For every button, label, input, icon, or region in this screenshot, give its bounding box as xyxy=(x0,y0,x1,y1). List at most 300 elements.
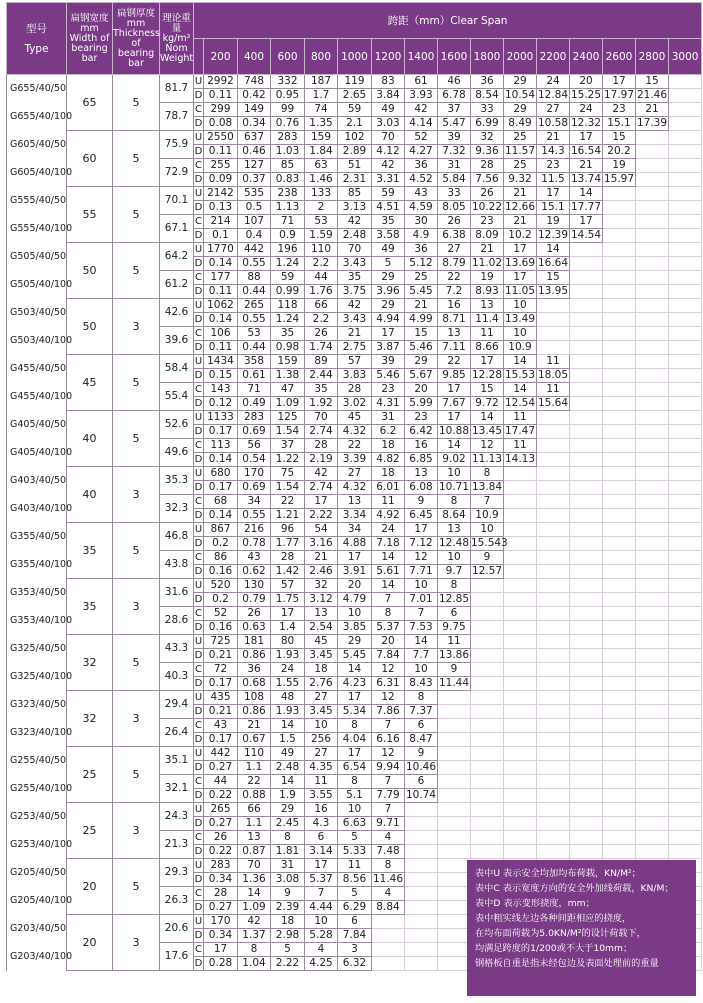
value-cell: 10.9 xyxy=(504,341,537,355)
empty-cell xyxy=(636,131,669,145)
value-cell: 14 xyxy=(271,775,305,789)
empty-cell xyxy=(669,649,702,663)
model-cell: G323/40/100 xyxy=(7,719,67,747)
value-cell: 11.02 xyxy=(471,257,503,269)
value-cell: 3.43 xyxy=(338,257,372,271)
empty-cell xyxy=(669,691,702,705)
model-cell: G455/40/50 xyxy=(7,355,67,383)
width-cell: 50 xyxy=(67,299,113,355)
empty-cell xyxy=(669,579,702,593)
load-type-cell: D xyxy=(194,174,203,185)
empty-cell xyxy=(471,621,504,635)
empty-cell xyxy=(504,635,537,649)
empty-cell xyxy=(669,327,702,341)
value-cell: 17 xyxy=(204,943,238,957)
empty-cell xyxy=(537,845,570,859)
value-cell: 12.66 xyxy=(504,201,536,213)
value-cell: 10.71 xyxy=(438,481,470,493)
value-cell: 6.99 xyxy=(471,117,504,131)
value-cell: 1.75 xyxy=(271,593,305,607)
value-cell: 2.39 xyxy=(271,901,305,915)
empty-cell xyxy=(504,509,537,523)
value-cell: 12.57 xyxy=(471,565,503,577)
value-cell: 10 xyxy=(438,467,471,481)
value-cell: 119 xyxy=(338,75,372,89)
empty-cell xyxy=(636,803,669,817)
empty-cell xyxy=(669,75,702,89)
value-cell: 748 xyxy=(238,75,271,89)
empty-cell xyxy=(570,495,603,509)
value-cell: 0.2 xyxy=(204,593,238,607)
value-cell: 9.71 xyxy=(372,817,405,831)
empty-cell xyxy=(372,957,405,971)
empty-cell xyxy=(669,187,702,201)
value-cell: 1.81 xyxy=(271,845,305,859)
value-cell: 6.38 xyxy=(438,229,471,243)
load-type-cell: D xyxy=(194,538,203,549)
empty-cell xyxy=(537,425,570,439)
value-cell: 0.27 xyxy=(204,761,238,775)
value-cell: 24 xyxy=(537,75,570,89)
load-type-cell: D xyxy=(194,370,203,381)
empty-cell xyxy=(570,663,603,677)
value-cell: 170 xyxy=(204,915,238,929)
value-cell: 39 xyxy=(438,131,471,145)
model-cell: G405/40/100 xyxy=(7,439,67,467)
value-cell: 1.21 xyxy=(271,509,305,523)
value-cell: 45 xyxy=(305,635,338,649)
value-cell: 1.09 xyxy=(238,901,271,915)
table-row xyxy=(7,579,702,593)
value-cell: 0.55 xyxy=(238,313,271,327)
value-cell: 6.31 xyxy=(372,677,405,691)
value-cell: 14 xyxy=(471,411,504,425)
model-cell: G353/40/100 xyxy=(7,607,67,635)
header-span-2400: 2400 xyxy=(570,39,603,75)
load-type-cell: U xyxy=(194,748,203,759)
value-cell: 2.89 xyxy=(338,145,372,159)
value-cell: 283 xyxy=(238,411,271,425)
value-cell: 265 xyxy=(204,803,238,817)
weight-cell: 42.6 xyxy=(160,299,194,327)
value-cell: 13.69 xyxy=(504,257,536,269)
empty-cell xyxy=(438,817,471,831)
value-cell: 7.11 xyxy=(438,341,471,355)
value-cell: 63 xyxy=(305,159,338,173)
load-type-cell: D xyxy=(194,202,203,213)
header-span-2800: 2800 xyxy=(636,39,669,75)
value-cell: 7.84 xyxy=(338,929,372,943)
value-cell: 1.22 xyxy=(271,453,305,467)
empty-cell xyxy=(636,173,669,187)
load-type-cell: U xyxy=(194,692,203,703)
empty-cell xyxy=(603,187,636,201)
empty-cell xyxy=(537,551,570,565)
value-cell: 0.99 xyxy=(271,285,305,299)
header-thickness-en: Thickness of bearing bar xyxy=(113,27,160,69)
load-type-cell: U xyxy=(194,300,203,311)
value-cell: 1.7 xyxy=(305,89,338,103)
value-cell: 0.13 xyxy=(204,201,238,215)
value-cell: 7.86 xyxy=(372,705,405,719)
value-cell: 16 xyxy=(305,803,338,817)
value-cell: 12.28 xyxy=(471,369,503,381)
value-cell: 74 xyxy=(305,103,338,117)
value-cell: 49 xyxy=(271,747,305,761)
value-cell: 26 xyxy=(471,187,504,201)
value-cell: 12 xyxy=(372,691,405,705)
value-cell: 44 xyxy=(305,271,338,285)
value-cell: 14 xyxy=(372,551,405,565)
weight-cell: 32.1 xyxy=(160,775,194,803)
value-cell: 11 xyxy=(471,327,504,341)
empty-cell xyxy=(603,719,636,733)
empty-cell xyxy=(603,803,636,817)
value-cell: 23 xyxy=(603,103,636,117)
width-cell: 55 xyxy=(67,187,113,243)
weight-cell: 75.9 xyxy=(160,131,194,159)
value-cell: 28 xyxy=(305,439,338,453)
table-row xyxy=(7,299,702,313)
table-row xyxy=(7,411,702,425)
value-cell: 11.13 xyxy=(471,453,503,465)
load-type-cell: U xyxy=(194,188,203,199)
empty-cell xyxy=(471,803,504,817)
empty-cell xyxy=(504,831,537,845)
value-cell: 6.29 xyxy=(338,901,372,915)
value-cell: 10 xyxy=(471,523,504,537)
weight-cell: 43.3 xyxy=(160,635,194,663)
value-cell: 53 xyxy=(305,215,338,229)
empty-cell xyxy=(570,677,603,691)
value-cell: 14.54 xyxy=(570,229,602,241)
value-cell: 14 xyxy=(537,243,570,257)
value-cell: 1.35 xyxy=(305,117,338,131)
value-cell: 0.46 xyxy=(238,145,271,159)
value-cell: 10 xyxy=(504,327,537,341)
empty-cell xyxy=(504,649,537,663)
value-cell: 9 xyxy=(471,551,504,565)
value-cell: 7.79 xyxy=(372,789,405,803)
empty-cell xyxy=(669,173,702,187)
empty-cell xyxy=(669,677,702,691)
empty-cell xyxy=(471,845,504,859)
empty-cell xyxy=(504,719,537,733)
note-line: 表中C 表示宽度方向的安全外加线荷载，KN/M； xyxy=(475,883,674,894)
value-cell: 3.87 xyxy=(372,341,405,355)
value-cell: 7 xyxy=(372,593,405,607)
value-cell: 11 xyxy=(438,635,471,649)
value-cell: 17 xyxy=(338,691,372,705)
empty-cell xyxy=(636,621,669,635)
empty-cell xyxy=(636,495,669,509)
table-row xyxy=(7,355,702,369)
empty-cell xyxy=(669,509,702,523)
value-cell: 12 xyxy=(405,551,438,565)
value-cell: 5.46 xyxy=(372,369,405,383)
value-cell: 2.46 xyxy=(305,565,338,579)
header-model-en: Type xyxy=(24,42,49,55)
value-cell: 5 xyxy=(338,887,372,901)
header-span-800: 800 xyxy=(305,39,338,75)
thickness-cell: 3 xyxy=(113,579,160,635)
note-line: 表中U 表示安全均加均布荷载，KN/M²； xyxy=(475,868,641,879)
empty-cell xyxy=(570,537,603,551)
value-cell: 5.67 xyxy=(405,369,438,383)
header-weight-cn: 理论重量 xyxy=(162,12,191,34)
value-cell: 7.7 xyxy=(405,649,438,663)
value-cell: 2.44 xyxy=(305,369,338,383)
value-cell: 12.48 xyxy=(438,537,470,549)
empty-cell xyxy=(570,369,603,383)
value-cell: 159 xyxy=(271,355,305,369)
value-cell: 6.85 xyxy=(405,453,438,467)
value-cell: 22 xyxy=(438,355,471,369)
empty-cell xyxy=(570,691,603,705)
empty-cell xyxy=(570,341,603,355)
empty-cell xyxy=(636,789,669,803)
value-cell: 4.79 xyxy=(338,593,372,607)
load-type-cell: D xyxy=(194,314,203,325)
load-type-cell: C xyxy=(195,160,202,171)
model-cell: G505/40/100 xyxy=(7,271,67,299)
empty-cell xyxy=(537,705,570,719)
value-cell: 8 xyxy=(338,719,372,733)
header-model-cn: 型号 xyxy=(26,22,47,35)
empty-cell xyxy=(405,957,438,971)
value-cell: 26 xyxy=(238,607,271,621)
empty-cell xyxy=(537,747,570,761)
weight-cell: 49.6 xyxy=(160,439,194,467)
value-cell: 196 xyxy=(271,243,305,257)
empty-cell xyxy=(504,817,537,831)
value-cell: 6 xyxy=(405,719,438,733)
header-span-1000: 1000 xyxy=(338,39,372,75)
value-cell: 19 xyxy=(471,271,504,285)
value-cell: 5.99 xyxy=(405,397,438,411)
value-cell: 27 xyxy=(537,103,570,117)
value-cell: 3.93 xyxy=(405,89,438,103)
empty-cell xyxy=(603,243,636,257)
empty-cell xyxy=(603,733,636,747)
empty-cell xyxy=(636,593,669,607)
table-row xyxy=(7,187,702,201)
value-cell: 8.05 xyxy=(438,201,471,215)
value-cell: 435 xyxy=(204,691,238,705)
value-cell: 13 xyxy=(471,299,504,313)
value-cell: 2.48 xyxy=(271,761,305,775)
value-cell: 5 xyxy=(271,943,305,957)
value-cell: 32 xyxy=(305,579,338,593)
value-cell: 159 xyxy=(305,131,338,145)
empty-cell xyxy=(405,887,438,901)
value-cell: 83 xyxy=(372,75,405,89)
value-cell: 16.54 xyxy=(570,145,602,157)
value-cell: 68 xyxy=(204,495,238,509)
value-cell: 21 xyxy=(305,551,338,565)
value-cell: 5.45 xyxy=(338,649,372,663)
value-cell: 11 xyxy=(537,355,570,369)
empty-cell xyxy=(405,859,438,873)
value-cell: 17 xyxy=(271,607,305,621)
value-cell: 0.86 xyxy=(238,649,271,663)
value-cell: 3.39 xyxy=(338,453,372,467)
value-cell: 0.14 xyxy=(204,453,238,467)
value-cell: 15 xyxy=(537,271,570,285)
table-row xyxy=(7,635,702,649)
value-cell: 7.67 xyxy=(438,397,471,411)
empty-cell xyxy=(504,593,537,607)
load-table-container xyxy=(6,2,699,971)
value-cell: 8 xyxy=(238,943,271,957)
value-cell: 15.543 xyxy=(471,537,508,549)
value-cell: 3.31 xyxy=(372,173,405,187)
value-cell: 17 xyxy=(338,747,372,761)
value-cell: 7 xyxy=(305,887,338,901)
value-cell: 5.47 xyxy=(438,117,471,131)
empty-cell xyxy=(603,593,636,607)
value-cell: 21 xyxy=(636,103,669,117)
value-cell: 5.37 xyxy=(372,621,405,635)
value-cell: 1.04 xyxy=(238,957,271,971)
value-cell: 1.42 xyxy=(271,565,305,579)
value-cell: 9.7 xyxy=(438,565,471,579)
value-cell: 283 xyxy=(204,859,238,873)
value-cell: 4 xyxy=(372,887,405,901)
empty-cell xyxy=(603,817,636,831)
empty-cell xyxy=(471,649,504,663)
empty-cell xyxy=(570,355,603,369)
value-cell: 14.3 xyxy=(537,145,570,159)
empty-cell xyxy=(669,565,702,579)
value-cell: 5.37 xyxy=(305,873,338,887)
value-cell: 5.45 xyxy=(405,285,438,299)
value-cell: 29 xyxy=(504,75,537,89)
empty-cell xyxy=(372,929,405,943)
value-cell: 6.63 xyxy=(338,817,372,831)
value-cell: 11.5 xyxy=(537,173,570,187)
table-body xyxy=(7,75,702,971)
value-cell: 13.74 xyxy=(570,173,602,185)
weight-cell: 31.6 xyxy=(160,579,194,607)
value-cell: 358 xyxy=(238,355,271,369)
width-cell: 20 xyxy=(67,915,113,971)
empty-cell xyxy=(537,453,570,467)
value-cell: 2.74 xyxy=(305,481,338,495)
value-cell: 29 xyxy=(405,355,438,369)
empty-cell xyxy=(438,943,471,957)
value-cell: 15.53 xyxy=(504,369,536,381)
value-cell: 43 xyxy=(405,187,438,201)
value-cell: 7.32 xyxy=(438,145,471,159)
empty-cell xyxy=(537,761,570,775)
value-cell: 28 xyxy=(471,159,504,173)
value-cell: 0.98 xyxy=(271,341,305,355)
empty-cell xyxy=(603,481,636,495)
empty-cell xyxy=(636,257,669,271)
value-cell: 47 xyxy=(271,383,305,397)
value-cell: 46 xyxy=(438,75,471,89)
value-cell: 72 xyxy=(204,663,238,677)
load-type-cell: D xyxy=(194,790,203,801)
empty-cell xyxy=(438,733,471,747)
header-span-2200: 2200 xyxy=(537,39,570,75)
value-cell: 13 xyxy=(238,831,271,845)
empty-cell xyxy=(603,355,636,369)
load-type-cell: C xyxy=(195,720,202,731)
empty-cell xyxy=(570,845,603,859)
value-cell: 42 xyxy=(238,915,271,929)
value-cell: 10 xyxy=(338,607,372,621)
value-cell: 149 xyxy=(238,103,271,117)
value-cell: 299 xyxy=(204,103,238,117)
value-cell: 9 xyxy=(405,495,438,509)
value-cell: 1.74 xyxy=(305,341,338,355)
empty-cell xyxy=(603,439,636,453)
header-thickness xyxy=(113,3,160,75)
thickness-cell: 5 xyxy=(113,859,160,915)
value-cell: 13.86 xyxy=(438,649,470,661)
header-width xyxy=(67,3,113,75)
value-cell: 170 xyxy=(238,467,271,481)
value-cell: 8 xyxy=(405,691,438,705)
empty-cell xyxy=(669,607,702,621)
model-cell: G503/40/100 xyxy=(7,327,67,355)
value-cell: 14 xyxy=(570,187,603,201)
weight-cell: 35.3 xyxy=(160,467,194,495)
width-cell: 40 xyxy=(67,467,113,523)
model-cell: G255/40/50 xyxy=(7,747,67,775)
value-cell: 4.27 xyxy=(405,145,438,159)
value-cell: 17 xyxy=(504,243,537,257)
value-cell: 3.45 xyxy=(305,705,338,719)
empty-cell xyxy=(504,677,537,691)
value-cell: 19 xyxy=(537,215,570,229)
value-cell: 3.13 xyxy=(338,201,372,215)
empty-cell xyxy=(636,397,669,411)
value-cell: 24 xyxy=(570,103,603,117)
weight-cell: 26.4 xyxy=(160,719,194,747)
value-cell: 4.44 xyxy=(305,901,338,915)
value-cell: 10.46 xyxy=(405,761,437,773)
empty-cell xyxy=(636,481,669,495)
value-cell: 16.64 xyxy=(537,257,569,269)
value-cell: 9.72 xyxy=(471,397,504,411)
value-cell: 11.4 xyxy=(471,313,504,327)
value-cell: 4.51 xyxy=(372,201,405,215)
empty-cell xyxy=(636,523,669,537)
value-cell: 5.12 xyxy=(405,257,438,271)
value-cell: 0.44 xyxy=(238,285,271,299)
value-cell: 10.58 xyxy=(537,117,569,129)
value-cell: 6.54 xyxy=(338,761,372,775)
empty-cell xyxy=(570,775,603,789)
value-cell: 21 xyxy=(504,215,537,229)
weight-cell: 17.6 xyxy=(160,943,194,971)
value-cell: 2.2 xyxy=(305,313,338,327)
empty-cell xyxy=(669,103,702,117)
empty-cell xyxy=(570,649,603,663)
empty-cell xyxy=(603,369,636,383)
empty-cell xyxy=(636,229,669,243)
value-cell: 1.38 xyxy=(271,369,305,383)
empty-cell xyxy=(537,439,570,453)
value-cell: 0.17 xyxy=(204,481,238,495)
empty-cell xyxy=(537,621,570,635)
load-type-cell: U xyxy=(194,356,203,367)
value-cell: 11.05 xyxy=(504,285,536,297)
value-cell: 3.43 xyxy=(338,313,372,327)
